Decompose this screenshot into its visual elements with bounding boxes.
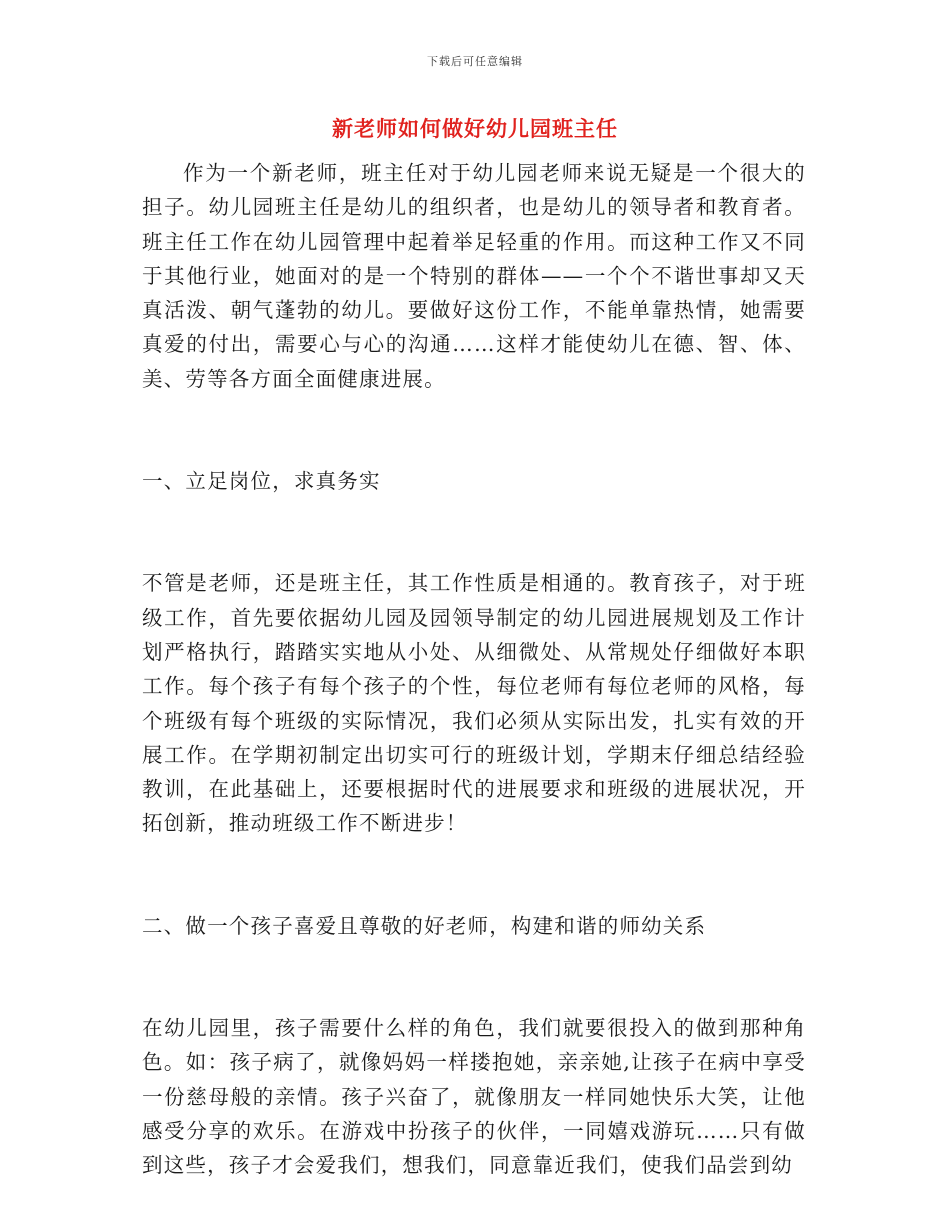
intro-paragraph: 作为一个新老师，班主任对于幼儿园老师来说无疑是一个很大的担子。幼儿园班主任是幼儿的组织者，也是幼儿的领导者和教育者。班主任工作在幼儿园管理中起着举足轻重的作用。而这种工作又不同于其他行业，她面对的是一个特别的群体——一个个不谐世事却又天真活泼、朝气蓬勃的幼儿。要做好这份工作，不能单靠热情，她需要真爱的付出，需要心与心的沟通……这样才能使幼儿在德、智、体、美、劳等各方面全面健康进展。: [142, 161, 806, 391]
document-title: 新老师如何做好幼儿园班主任: [332, 117, 618, 141]
paragraph-gap: [142, 396, 806, 464]
document-body: [142, 156, 806, 1183]
paragraph-gap: [142, 841, 806, 909]
paragraph-gap: [142, 498, 806, 566]
section-2-heading: 二、做一个孩子喜爱且尊敬的好老师，构建和谐的师幼关系: [142, 913, 707, 938]
section-1-body: 不管是老师，还是班主任，其工作性质是相通的。教育孩子，对于班级工作，首先要依据幼儿园及园领导制定的幼儿园进展规划及工作计划严格执行，踏踏实实地从小处、从细微处、从常规处仔细做好本职工作。每个孩子有每个孩子的个性，每位老师有每位老师的风格，每个班级有每个班级的实际情况，我们必须从实际出发，扎实有效的开展工作。在学期初制定出切实可行的班级计划，学期末仔细总结经验教训，在此基础上，还要根据时代的进展要求和班级的进展状况，开拓创新，推动班级工作不断进步！: [142, 571, 806, 836]
header-note: 下载后可任意编辑: [427, 55, 523, 68]
section-1-heading: 一、立足岗位，求真务实: [142, 469, 381, 494]
paragraph-gap: [142, 943, 806, 1011]
section-2-body: 在幼儿园里，孩子需要什么样的角色，我们就要很投入的做到那种角色。如：孩子病了，就像妈妈一样搂抱她，亲亲她,让孩子在病中享受一份慈母般的亲情。孩子兴奋了，就像朋友一样同她快乐大笑，让他感受分享的欢乐。在游戏中扮孩子的伙伴，一同嬉戏游玩……只有做到这些，孩子才会爱我们，想我们，同意靠近我们，使我们品尝到幼: [142, 1016, 806, 1178]
